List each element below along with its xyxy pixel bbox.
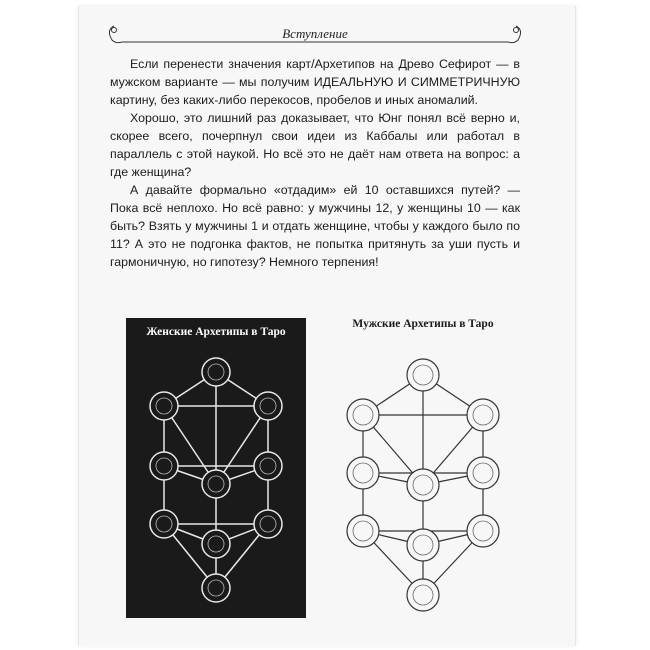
- female-tree-of-life-diagram: [126, 348, 306, 618]
- running-title: Вступление: [282, 26, 348, 41]
- female-figure-caption: Женские Архетипы в Таро: [146, 326, 286, 338]
- paragraph-1: Если перенести значения карт/Архетипов на Древо Сефирот — в мужском варианте — мы получим ИДЕАЛЬНУЮ И СИММЕТРИЧНУЮ картину, без каких-либо перекосов, пробелов и иных аномалий.: [110, 57, 520, 107]
- male-figure-caption: Мужские Архетипы в Таро: [352, 318, 494, 330]
- female-archetypes-figure: [126, 318, 306, 618]
- paragraph-2: Хорошо, это лишний раз доказывает, что Юнг понял всё верно и, скорее всего, почерпнул свои идеи из Каббалы или работал в параллель с этой наукой. Но всё это не даёт нам ответа на вопрос: а где женщина?: [110, 111, 520, 179]
- body-text: [110, 55, 520, 271]
- paragraph-3: А давайте формально «отдадим» ей 10 оставшихся путей? — Пока всё неплохо. Но всё равно: у мужчины 12, у женщины 10 — как быть? Взять у мужчины 1 и отдать женщине, чтобы у каждого было по 11? А это не подгонка фактов, не попытка притянуть за уши пусть и гармоничную, но гипотезу? Немного терпения!: [110, 183, 520, 269]
- page-header: [100, 18, 530, 48]
- male-tree-of-life-diagram: [323, 345, 523, 615]
